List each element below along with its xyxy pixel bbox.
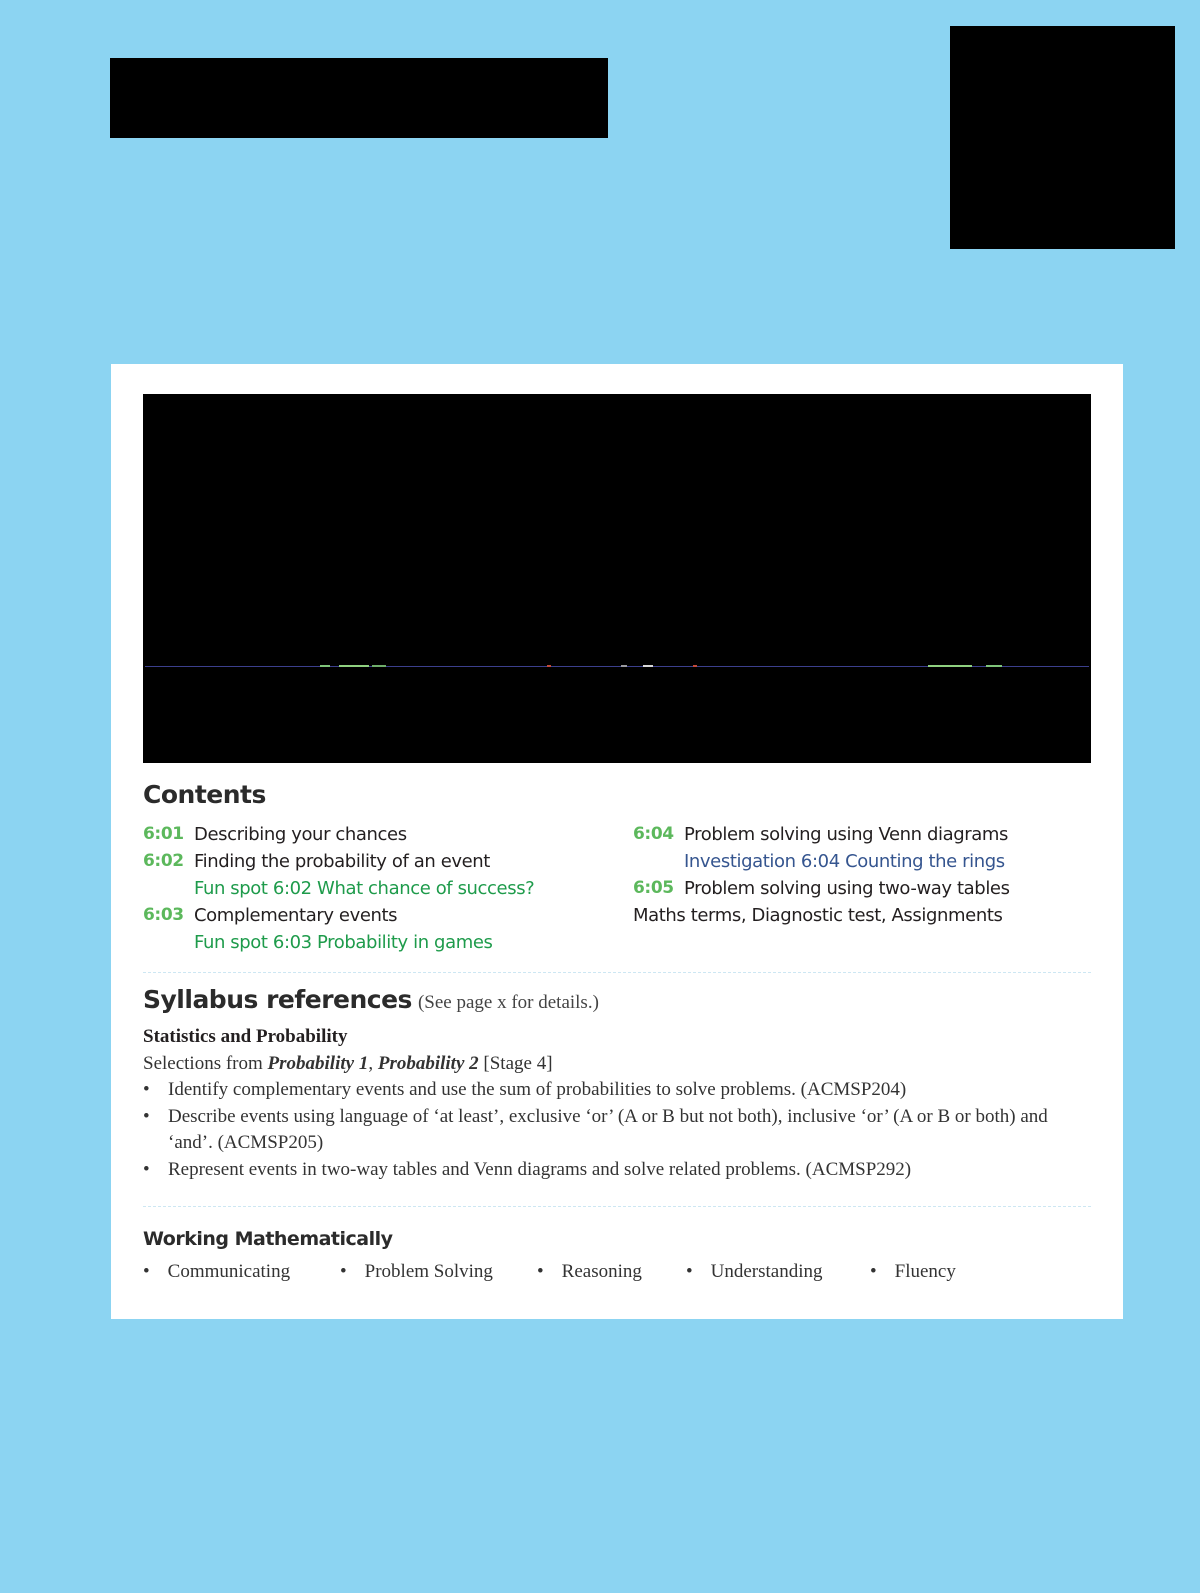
photo-speck xyxy=(339,665,369,667)
syllabus-body xyxy=(143,1024,1091,1183)
section-title: Describing your chances xyxy=(194,824,407,845)
photo-speck xyxy=(986,665,1002,667)
section-title: Problem solving using Venn diagrams xyxy=(684,824,1009,845)
section-number: 6:03 xyxy=(143,905,184,925)
bullet-dot: • xyxy=(870,1261,877,1282)
content-panel xyxy=(111,364,1123,1319)
syllabus-bullet xyxy=(143,1077,1091,1104)
bullet-dot: • xyxy=(340,1261,347,1282)
bullet-dot: • xyxy=(686,1261,693,1282)
photo-speck xyxy=(693,665,697,667)
redacted-title-block xyxy=(110,58,608,138)
bullet-dot: • xyxy=(143,1158,150,1180)
selection-probability-2: Probability 2 xyxy=(377,1052,479,1074)
selection-stage: [Stage 4] xyxy=(483,1052,553,1074)
bullet-text: Identify complementary events and use the sum of probabilities to solve problems. (ACMSP204) xyxy=(168,1079,907,1100)
working-math-list xyxy=(143,1261,1091,1291)
working-math-heading: Working Mathematically xyxy=(143,1228,393,1250)
section-title: Maths terms, Diagnostic test, Assignments xyxy=(633,905,1003,926)
bullet-text: Describe events using language of ‘at least’, exclusive ‘or’ (A or B but not both), inclusive ‘or’ (A or B or both) and ‘and’. (ACMSP205) xyxy=(168,1105,1048,1153)
section-number: 6:02 xyxy=(143,851,184,871)
section-divider xyxy=(143,1206,1091,1207)
syllabus-strand: Statistics and Probability xyxy=(143,1026,348,1047)
selection-comma: , xyxy=(368,1052,374,1074)
working-math-item xyxy=(537,1261,642,1283)
working-math-item xyxy=(143,1261,290,1283)
syllabus-selection xyxy=(143,1051,1091,1078)
chapter-photo xyxy=(143,394,1091,763)
section-title: Problem solving using two-way tables xyxy=(684,878,1010,899)
syllabus-bullet xyxy=(143,1104,1091,1157)
selection-prefix: Selections from xyxy=(143,1052,263,1074)
photo-speck xyxy=(621,665,627,667)
photo-speck xyxy=(547,665,551,667)
working-math-label: Understanding xyxy=(710,1261,823,1282)
working-math-label: Reasoning xyxy=(561,1261,642,1282)
section-divider xyxy=(143,972,1091,973)
section-title: Finding the probability of an event xyxy=(194,851,490,872)
working-math-item xyxy=(870,1261,956,1283)
bullet-dot: • xyxy=(143,1079,150,1100)
section-number: 6:01 xyxy=(143,824,184,844)
syllabus-bullet xyxy=(143,1157,1091,1184)
working-math-label: Communicating xyxy=(167,1261,291,1282)
syllabus-bullet-list xyxy=(143,1077,1091,1183)
section-title: Complementary events xyxy=(194,905,398,926)
syllabus-note: (See page x for details.) xyxy=(417,992,599,1013)
contents-heading: Contents xyxy=(143,780,266,809)
bullet-dot: • xyxy=(143,1105,150,1127)
section-number: 6:05 xyxy=(633,878,674,898)
photo-speck xyxy=(643,665,653,667)
photo-speck xyxy=(320,665,330,667)
redacted-corner-block xyxy=(950,26,1175,249)
section-number: 6:04 xyxy=(633,824,674,844)
bullet-text: Represent events in two-way tables and Venn diagrams and solve related problems. (ACMSP292) xyxy=(168,1158,912,1180)
section-title: Investigation 6:04 Counting the rings xyxy=(684,851,1005,872)
section-title: Fun spot 6:02 What chance of success? xyxy=(194,878,535,899)
syllabus-title: Syllabus references xyxy=(143,985,412,1014)
photo-speck xyxy=(928,665,972,667)
section-title: Fun spot 6:03 Probability in games xyxy=(194,932,493,953)
syllabus-heading xyxy=(143,985,599,1014)
photo-speck xyxy=(372,665,386,667)
working-math-label: Fluency xyxy=(894,1261,956,1282)
selection-probability-1: Probability 1 xyxy=(267,1052,369,1074)
working-math-item xyxy=(340,1261,493,1283)
working-math-item xyxy=(686,1261,823,1283)
bullet-dot: • xyxy=(537,1261,544,1282)
bullet-dot: • xyxy=(143,1261,150,1282)
working-math-label: Problem Solving xyxy=(364,1261,493,1282)
